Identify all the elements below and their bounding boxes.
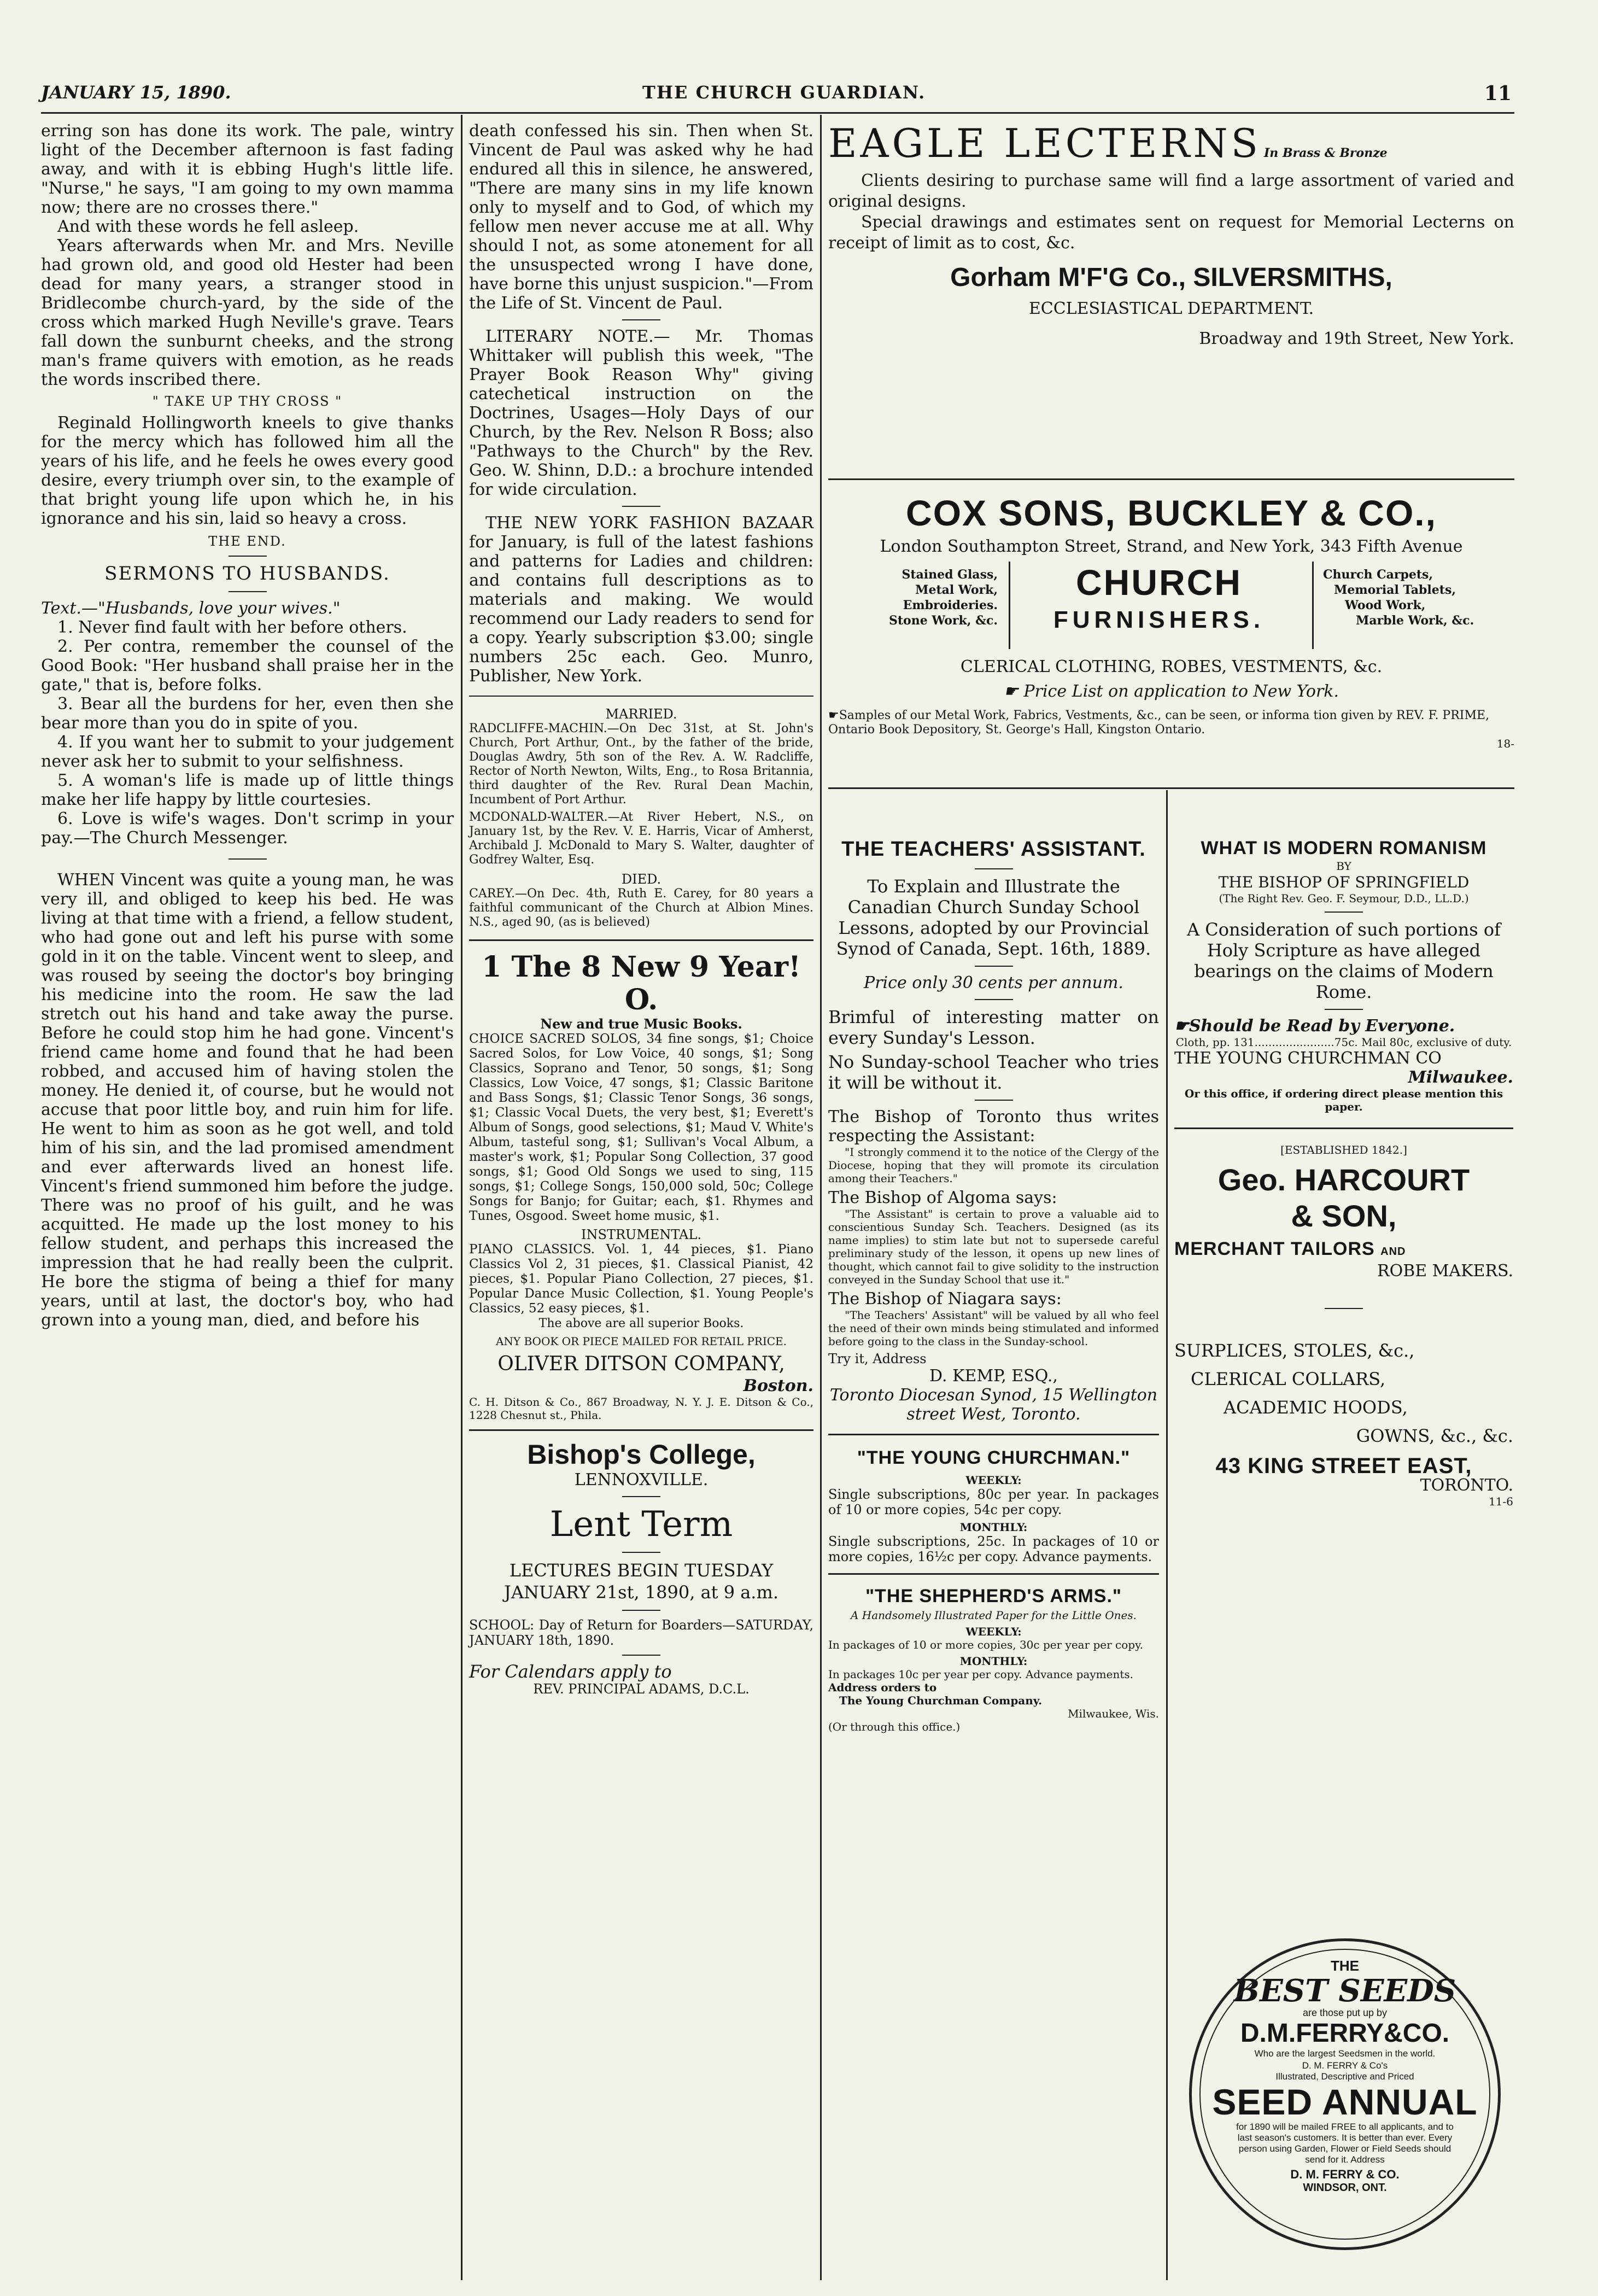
cox-products — [828, 562, 1514, 657]
eagle-suffix: In Brass & Bronze — [1264, 146, 1388, 160]
teachers-text: The Bishop of Niagara says: — [828, 1289, 1062, 1308]
header-page: 11 — [1484, 82, 1512, 105]
ferry-body: for 1890 will be mailed FREE to all applicants, and to last season's customers. It is better than ever. Every person using Garden, Flower or Field Seeds should send for it. Address — [1236, 2122, 1454, 2165]
divider — [469, 939, 813, 941]
divider — [975, 999, 1013, 1000]
cox-price: ☛ Price List on application to New York. — [1004, 682, 1339, 701]
young-title: "THE YOUNG CHURCHMAN." — [857, 1447, 1131, 1468]
story-paragraph: Reginald Hollingworth kneels to give thanks for the mercy which has followed him all the years of his life, and he feels he owes every good desire, every triumph over sin, to the example of that bright young life upon which he, in his ignorance and his sin, laid so heavy a cross. — [41, 413, 454, 528]
divider — [622, 1552, 660, 1553]
divider — [1325, 912, 1363, 913]
teachers-text: The Bishop of Toronto thus writes respecting the Assistant: — [828, 1107, 1159, 1146]
harcourt-and: AND — [1380, 1246, 1406, 1258]
cox-right-list — [1323, 567, 1514, 628]
sermon-item: 3. Bear all the burdens for her, even then she bear more than you do in spite of you. — [41, 694, 454, 733]
eagle-lecterns-ad — [828, 120, 1514, 348]
harcourt-city: TORONTO. — [1420, 1476, 1513, 1495]
shepherd-company: The Young Churchman Company. — [839, 1694, 1043, 1707]
cox-furnishers: FURNISHERS. — [1053, 606, 1265, 633]
romanism-company: THE YOUNG CHURCHMAN CO — [1174, 1049, 1442, 1068]
divider — [229, 858, 267, 860]
teachers-synod: Toronto Diocesan Synod, 15 Wellington street West, Toronto. — [829, 1386, 1158, 1424]
romanism-bishop: THE BISHOP OF SPRINGFIELD — [1218, 873, 1470, 891]
died-notice: CAREY.—On Dec. 4th, Ruth E. Carey, for 80 years a faithful communicant of the Church at Albion Mines. N.S., aged 90, (as is believed) — [469, 887, 813, 929]
gorham-name: Gorham M'F'G Co., SILVERSMITHS, — [950, 263, 1392, 292]
cox-center — [1017, 562, 1301, 634]
harcourt-son: & SON, — [1291, 1199, 1397, 1233]
cox-church: CHURCH — [1076, 562, 1242, 603]
cox-number: 18- — [1496, 737, 1514, 750]
end-mark: THE END. — [208, 534, 286, 549]
ferry-largest: Who are the largest Seedsmen in the world. — [1254, 2048, 1436, 2059]
teachers-quote: "The Teachers' Assistant" will be valued by all who feel the need of their own minds being stimulated and informed before going to the class in the Sunday-school. — [828, 1308, 1159, 1348]
teachers-text: The Bishop of Algoma says: — [828, 1188, 1057, 1207]
ferry-city: WINDSOR, ONT. — [1303, 2182, 1387, 2194]
romanism-desc: A Consideration of such portions of Holy Scripture as have alleged bearings on the claims of Modern Rome. — [1187, 919, 1501, 1002]
ditson-ad-title: 1 The 8 New 9 Year! O. — [482, 950, 801, 1016]
ditson-ad-body: CHOICE SACRED SOLOS, 34 fine songs, $1; Choice Sacred Solos, for Low Voice, 40 songs, $1; Song Classics, Soprano and Tenor, 50 songs, $1; Song Classics, Low Voice, 47 songs, $1; Classic Baritone and Bass Songs, $1; Classic Tenor Songs, 36 songs, $1; Classic Vocal Duets, the very best, $1; Everett's Album of Songs, good selections, $1; Maud V. White's Album, tasteful song, $1; Sullivan's Vocal Album, a master's work, $1; Popular Song Collection, 37 good songs, $1; Good Old Songs we used to sing, 115 songs, $1; College Songs, 150,000 sold, 50c; College Songs for Banjo; for Guitar; each, $1. Rhymes and Tunes, Osgood. Sweet home music, $1. — [469, 1032, 813, 1223]
eagle-title: EAGLE LECTERNS — [828, 120, 1261, 166]
divider — [975, 1100, 1013, 1101]
cox-item: Wood Work, — [1345, 598, 1426, 612]
shepherd-weekly-text: In packages of 10 or more copies, 30c per year per copy. — [828, 1638, 1144, 1651]
column-1 — [41, 121, 454, 1330]
ditson-ad-subtitle: New and true Music Books. — [540, 1016, 742, 1032]
harcourt-item: ACADEMIC HOODS, — [1224, 1397, 1408, 1418]
cox-item: Stone Work, &c. — [888, 614, 998, 628]
calendar-notice: For Calendars apply to — [469, 1661, 672, 1682]
romanism-title: WHAT IS MODERN ROMANISM — [1201, 838, 1487, 858]
ferry-annual: SEED ANNUAL — [1212, 2082, 1478, 2122]
harcourt-name: Geo. HARCOURT — [1217, 1162, 1470, 1197]
story-paragraph: Years afterwards when Mr. and Mrs. Neville had grown old, and good old Hester had been dead for many years, a stranger stood in Bridlecombe church-yard, by the side of the cross which marked Hugh Neville's grave. Tears fall down the sunburnt cheeks, and the strong man's frame quivers with emotion, as he reads the words inscribed there. — [41, 236, 454, 389]
harcourt-item: SURPLICES, STOLES, &c., — [1174, 1340, 1415, 1361]
cox-sons-ad — [828, 492, 1514, 750]
section-rule — [828, 787, 1514, 789]
teachers-price: Price only 30 cents per annum. — [864, 973, 1123, 992]
divider — [1312, 562, 1314, 649]
teachers-title: THE TEACHERS' ASSISTANT. — [841, 838, 1146, 861]
married-heading: MARRIED. — [605, 706, 677, 722]
harcourt-item: CLERICAL COLLARS, — [1191, 1369, 1386, 1389]
literary-note: LITERARY NOTE.— Mr. Thomas Whittaker will publish this week, "The Prayer Book Reason Why" giving catechetical instruction on the Doctrines, Usages—Holy Days of our Church, by the Rev. Nelson R Boss; also "Pathways to the Church" by the Rev. Geo. W. Shinn, D.D.: a brochure intended for wide circulation. — [469, 327, 813, 499]
lent-term: Lent Term — [549, 1504, 733, 1545]
shepherd-city: Milwaukee, Wis. — [1068, 1707, 1159, 1720]
divider — [1325, 1308, 1363, 1309]
cox-item: Metal Work, — [915, 583, 998, 597]
header-rule — [41, 112, 1514, 114]
cox-address: London Southampton Street, Strand, and New York, 343 Fifth Avenue — [880, 537, 1463, 556]
romanism-order: Or this office, if ordering direct please mention this paper. — [1184, 1087, 1503, 1113]
divider — [229, 556, 267, 557]
divider — [1325, 1009, 1363, 1010]
principal-name: REV. PRINCIPAL ADAMS, D.C.L. — [533, 1681, 750, 1697]
harcourt-tailors — [1174, 1240, 1513, 1261]
sermon-item: 5. A woman's life is made up of little things make her life happy by little courtesies. — [41, 771, 454, 809]
romanism-rev: (The Right Rev. Geo. F. Seymour, D.D., LL.D.) — [1219, 892, 1469, 905]
story-paragraph: And with these words he fell asleep. — [57, 217, 359, 236]
ditson-company: OLIVER DITSON COMPANY, — [497, 1353, 785, 1375]
ferry-are: are those put up by — [1302, 2007, 1388, 2018]
teachers-text: No Sunday-school Teacher who tries it will be without it. — [828, 1051, 1159, 1093]
young-weekly: WEEKLY: — [965, 1474, 1022, 1487]
story-paragraph: death confessed his sin. Then when St. Vincent de Paul was asked why he had endured all this in silence, he answered, "There are many sins in my life known only to myself and to God, of which my fellow men never accuse me at all. Why should I not, as some atonement for all the unsuspected wrong I have done, have borne this unjust suspicion."—From the Life of St. Vincent de Paul. — [469, 121, 813, 313]
right-column — [1174, 837, 1513, 1508]
school-notice: SCHOOL: Day of Return for Boarders—SATURDAY, JANUARY 18th, 1890. — [469, 1617, 813, 1648]
romanism-should: ☛Should be Read by Everyone. — [1174, 1016, 1455, 1036]
young-weekly-text: Single subscriptions, 80c per year. In packages of 10 or more copies, 54c per copy. — [828, 1487, 1159, 1517]
bishops-college-title: Bishop's College, — [527, 1439, 756, 1470]
teachers-quote: "The Assistant" is certain to prove a valuable aid to conscientious Sunday Sch. Teachers. Designed (as its name implies) to stim late but not to supersede careful preliminary study of the lesson, it opens up new lines of thought, which cannot fail to give solidity to the instruction conveyed in the Sunday School that use it." — [828, 1207, 1159, 1286]
married-notice: RADCLIFFE-MACHIN.—On Dec 31st, at St. John's Church, Port Arthur, Ont., by the father of the bride, Douglas Awdry, 5th son of the Rev. A. W. Radcliffe, Rector of North Newton, Wilts, Eng., to Rosa Britannia, third daughter of the Rev. Rural Dean Machin, Incumbent of Port Arthur. — [469, 722, 813, 807]
romanism-city: Milwaukee. — [1408, 1068, 1513, 1087]
divider — [975, 868, 1013, 869]
column-rule — [1166, 790, 1168, 2280]
divider — [622, 319, 660, 320]
divider — [622, 1655, 660, 1656]
header-title: THE CHURCH GUARDIAN. — [642, 82, 926, 103]
cox-clerical: CLERICAL CLOTHING, ROBES, VESTMENTS, &c. — [960, 657, 1383, 676]
header-date: JANUARY 15, 1890. — [41, 82, 231, 103]
ditson-ad-heading: INSTRUMENTAL. — [581, 1227, 701, 1242]
sermon-item: 1. Never find fault with her before others. — [57, 618, 407, 637]
column-rule — [820, 115, 822, 2280]
shepherd-monthly-text: In packages 10c per year per copy. Advance payments. — [828, 1668, 1133, 1681]
sermon-item: 4. If you want her to submit to your judgement never ask her to submit to your selfishness. — [41, 733, 454, 771]
column-2 — [469, 121, 813, 1697]
divider — [622, 1610, 660, 1611]
married-notice: MCDONALD-WALTER.—At River Hebert, N.S., on January 1st, by the Rev. V. E. Harris, Vicar of Amherst, Archibald J. McDonald to Mary S. Walter, daughter of Godfrey Walter, Esq. — [469, 810, 813, 867]
sermon-item: 2. Per contra, remember the counsel of the Good Book: "Her husband shall praise her in the gate," that is, before folks. — [41, 637, 454, 694]
cox-samples: ☛Samples of our Metal Work, Fabrics, Vestments, &c., can be seen, or informa tion given by REV. F. PRIME, Ontario Book Depository, St. George's Hall, Kingston Ontario. — [828, 709, 1490, 737]
divider — [469, 1429, 813, 1431]
harcourt-address: 43 KING STREET EAST, — [1215, 1454, 1472, 1478]
vincent-paragraph: WHEN Vincent was quite a young man, he was very ill, and obliged to keep his bed. He was living at that time with a friend, a fellow student, who had gone out and left his purse with some gold in it on the table. Vincent went to sleep, and was roused by seeing the doctor's boy bringing his medicine into the room. He saw the lad stretch out his hand and take away the purse. Before he could stop him he had gone. Vincent's friend came home and found that he had been robbed, and accused him of having stolen the money. He denied it, of course, but he would not accuse that poor little boy, and ruin him for life. He went to him as soon as he got well, and told him of his sin, and the lad promised amendment and ever afterwards lived an honest life. Vincent's friend summoned him before the judge. There was no proof of his guilt, and he was acquitted. He made up the lost money to his fellow student, and perhaps this increased the impression that he had really been the culprit. He bore the stigma of being a thief for many years, until at last, the doctor's boy, who had grown into a young man, died, and before his — [41, 871, 454, 1330]
cox-item: Memorial Tablets, — [1334, 583, 1456, 597]
story-paragraph: erring son has done its work. The pale, wintry light of the December afternoon is fast fading away, and with it is ebbing Hugh's little life. "Nurse," he says, "I am going to my own mamma now; there are no crosses there." — [41, 121, 454, 217]
divider — [1009, 562, 1010, 649]
ferry-name: D.M.FERRY&CO. — [1240, 2019, 1450, 2048]
sermon-item: 6. Love is wife's wages. Don't scrimp in your pay.—The Church Messenger. — [41, 809, 454, 848]
teachers-desc: To Explain and Illustrate the Canadian Church Sunday School Lessons, adopted by our Provincial Synod of Canada, Sept. 16th, 1889. — [836, 876, 1151, 959]
gorham-address: Broadway and 19th Street, New York. — [1199, 329, 1514, 348]
ditson-ad-body: PIANO CLASSICS. Vol. 1, 44 pieces, $1. Piano Classics Vol 2, 31 pieces, $1. Classical Pianist, 42 pieces, $1. Popular Piano Collection, 27 pieces, $1. Popular Dance Music Collection, $1. Young People's Classics, 52 easy pieces, $1. — [469, 1242, 813, 1316]
bazaar-note: THE NEW YORK FASHION BAZAAR for January, is full of the latest fashions and patterns for Ladies and children: and contains full descriptions as to materials and making. We would recommend our Lady readers to send for a copy. Yearly subscription $3.00; single numbers 25c each. Geo. Munro, Publisher, New York. — [469, 513, 813, 686]
badge-inner-ring — [1199, 1949, 1490, 2240]
shepherd-sub: A Handsomely Illustrated Paper for the Little Ones. — [851, 1609, 1137, 1622]
divider — [229, 591, 267, 592]
sermon-text: Text.—"Husbands, love your wives." — [41, 599, 341, 618]
harcourt-est: [ESTABLISHED 1842.] — [1280, 1143, 1407, 1156]
cox-left-list — [828, 567, 998, 628]
harcourt-robe: ROBE MAKERS. — [1377, 1261, 1513, 1281]
cox-title: COX SONS, BUCKLEY & CO., — [906, 493, 1437, 533]
divider — [975, 966, 1013, 967]
eagle-paragraph: Clients desiring to purchase same will find a large assortment of varied and original designs. — [828, 171, 1514, 211]
grave-inscription: " TAKE UP THY CROSS " — [152, 394, 343, 409]
shepherd-weekly: WEEKLY: — [965, 1625, 1022, 1638]
column-rule — [461, 115, 463, 2280]
teachers-assistant-ad — [828, 837, 1159, 1733]
divider — [622, 1496, 660, 1497]
divider — [828, 1573, 1159, 1575]
cox-item: Embroideries. — [903, 598, 998, 612]
teachers-kemp: D. KEMP, ESQ., — [929, 1366, 1058, 1386]
shepherd-address: Address orders to — [828, 1681, 937, 1694]
ferry-best: BEST SEEDS — [1233, 1973, 1456, 2009]
ditson-city: Boston. — [743, 1376, 813, 1395]
ditson-addresses: C. H. Ditson & Co., 867 Broadway, N. Y. J. E. Ditson & Co., 1228 Chesnut st., Phila. — [469, 1395, 813, 1422]
ferry-illus: Illustrated, Descriptive and Priced — [1275, 2071, 1414, 2082]
lectures-notice: LECTURES BEGIN TUESDAY JANUARY 21st, 1890, at 9 a.m. — [504, 1560, 778, 1603]
shepherd-office: (Or through this office.) — [828, 1720, 961, 1733]
eagle-paragraph: Special drawings and estimates sent on request for Memorial Lecterns on receipt of limit as to cost, &c. — [828, 213, 1514, 253]
harcourt-item: GOWNS, &c., &c. — [1356, 1425, 1513, 1446]
young-monthly: MONTHLY: — [959, 1521, 1028, 1534]
ferry-seed-badge — [1189, 1938, 1501, 2250]
romanism-by: BY — [1336, 860, 1351, 873]
harcourt-tailors-label: MERCHANT TAILORS — [1174, 1238, 1375, 1259]
died-heading: DIED. — [621, 872, 662, 887]
romanism-cloth: Cloth, pp. 131.......................75c. Mail 80c, exclusive of duty. — [1175, 1036, 1512, 1049]
ditson-ad-note: The above are all superior Books. — [538, 1317, 744, 1330]
bishops-college-place: LENNOXVILLE. — [574, 1470, 709, 1489]
ditson-ad-mail: ANY BOOK OR PIECE MAILED FOR RETAIL PRICE. — [495, 1335, 787, 1348]
divider — [622, 506, 660, 507]
harcourt-number: 11-6 — [1489, 1495, 1513, 1508]
young-monthly-text: Single subscriptions, 25c. In packages of 10 or more copies, 16½c per copy. Advance payments. — [828, 1534, 1159, 1564]
teachers-try: Try it, Address — [828, 1351, 927, 1366]
cox-item: Stained Glass, — [902, 568, 998, 582]
ferry-the: THE — [1331, 1958, 1359, 1974]
teachers-text: Brimful of interesting matter on every Sunday's Lesson. — [828, 1007, 1159, 1048]
article-title: SERMONS TO HUSBANDS. — [104, 563, 390, 585]
divider — [828, 1434, 1159, 1435]
running-header — [41, 82, 1512, 109]
shepherd-title: "THE SHEPHERD'S ARMS." — [865, 1586, 1122, 1606]
teachers-quote: "I strongly commend it to the notice of the Clergy of the Diocese, hoping that they will promote its circulation among their Teachers." — [828, 1146, 1159, 1185]
shepherd-monthly: MONTHLY: — [959, 1655, 1028, 1668]
section-rule — [828, 478, 1514, 480]
ferry-address: D. M. FERRY & CO. — [1290, 2168, 1400, 2181]
ferry-dm: D. M. FERRY & Co's — [1302, 2060, 1388, 2071]
cox-item: Marble Work, &c. — [1356, 614, 1474, 628]
gorham-dept: ECCLESIASTICAL DEPARTMENT. — [1028, 299, 1314, 318]
divider — [469, 696, 813, 697]
divider — [1174, 1127, 1513, 1129]
cox-item: Church Carpets, — [1323, 568, 1433, 582]
